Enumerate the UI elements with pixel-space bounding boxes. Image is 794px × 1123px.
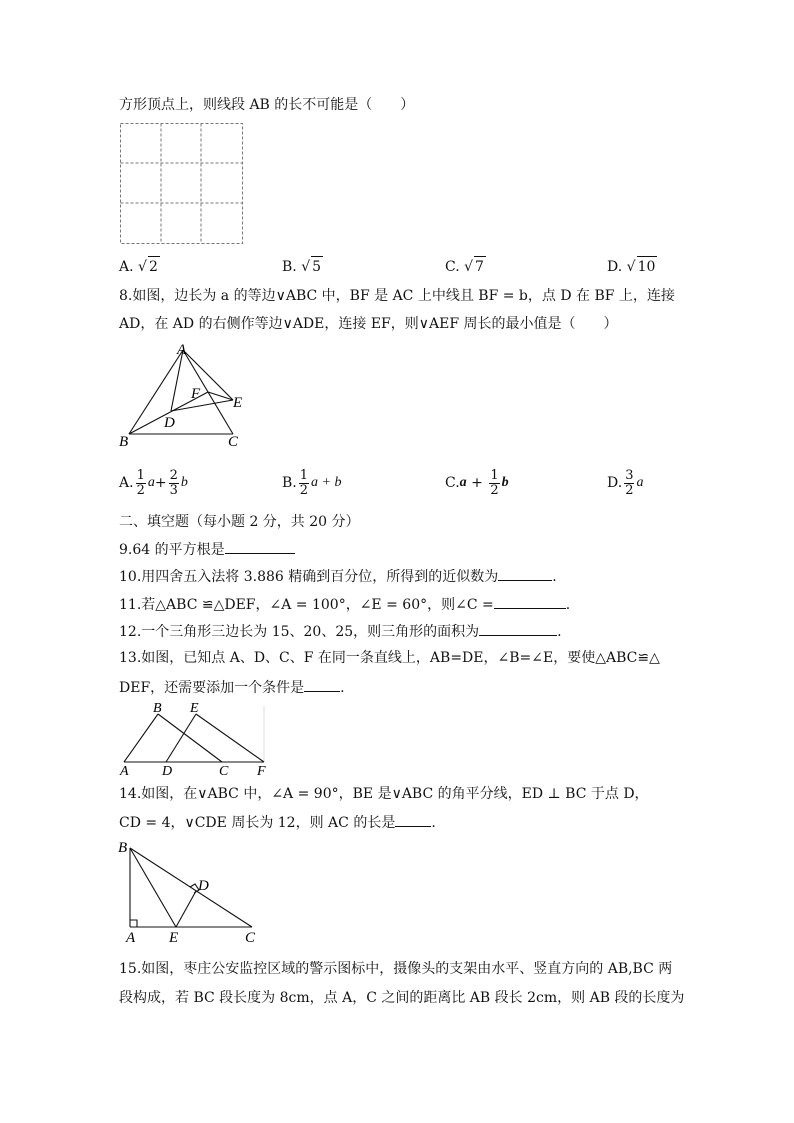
q13-answer-blank	[304, 677, 340, 692]
q8-option-c: C. a + $\frac{1}{2}$ b	[445, 467, 509, 498]
q14-stem-line2: CD = 4，∨CDE 周长为 12，则 AC 的长是 .	[119, 812, 436, 833]
q13-label-e: E	[190, 701, 199, 716]
q11: 11.若△ABC ≌△DEF，∠A = 100°，∠E = 60°，则∠C = .	[119, 594, 570, 615]
q8-label-f: F	[191, 386, 201, 402]
q8-stem-line2: AD，在 AD 的右侧作等边∨ADE，连接 EF，则∨AEF 周长的最小值是（ ）	[119, 316, 618, 332]
section2-title: 二、填空题（每小题 2 分，共 20 分）	[119, 514, 360, 530]
q10-answer-blank	[498, 566, 552, 581]
q14-segment-bc	[130, 848, 252, 927]
q13-segment-ef	[196, 714, 264, 762]
q9-answer-blank	[225, 539, 295, 554]
q13-segment-bc	[158, 714, 222, 762]
q13-label-d: D	[162, 764, 173, 778]
q14-label-e: E	[169, 930, 179, 946]
q14-label-a: A	[126, 930, 136, 946]
q8-figure	[115, 338, 255, 450]
q14-label-c: C	[245, 930, 256, 946]
q7-stem-tail: 方形顶点上，则线段 AB 的长不可能是（ ）	[119, 97, 415, 113]
q13-segment-ab	[124, 714, 158, 762]
q14-label-d: D	[198, 878, 209, 894]
q14-segment-ed	[176, 891, 196, 927]
q13-stem-line1: 13.如图，已知点 A、D、C、F 在同一条直线上，AB=DE，∠B=∠E，要使△ABC≌△	[119, 650, 660, 666]
q8-option-a: A. $\frac{1}{2}$ a + $\frac{2}{3}$ b	[119, 467, 188, 498]
q7-grid-figure	[119, 122, 245, 246]
q9: 9.64 的平方根是	[119, 539, 295, 560]
q11-answer-blank	[494, 594, 566, 609]
q13-stem-line2: DEF，还需要添加一个条件是 .	[119, 677, 345, 698]
q13-label-b: B	[153, 701, 162, 716]
q14-right-angle-a	[130, 920, 137, 927]
q8-label-c: C	[228, 434, 239, 450]
q10: 10.用四舍五入法将 3.886 精确到百分位，所得到的近似数为 .	[119, 566, 557, 587]
q15-stem-line2: 段构成，若 BC 段长度为 8cm，点 A，C 之间的距离比 AB 段长 2cm，则 AB 段的长度为	[119, 990, 685, 1006]
q7-option-a: A. √ 2	[119, 256, 160, 277]
q8-label-e: E	[233, 395, 243, 411]
q7-option-b: B. √ 5	[282, 256, 323, 277]
q7-option-c: C. √ 7	[445, 256, 486, 277]
q14-label-b: B	[118, 840, 128, 856]
q13-segment-de	[166, 714, 196, 762]
q14-answer-blank	[395, 812, 431, 827]
q7-option-d: D. √ 10	[607, 256, 657, 277]
q8-label-a: A	[177, 342, 187, 358]
q13-figure	[116, 700, 271, 778]
q8-stem-line1: 8.如图，边长为 a 的等边∨ABC 中，BF 是 AC 上中线且 BF = b，点 D 在 BF 上，连接	[119, 288, 675, 304]
q14-figure	[116, 838, 266, 948]
q8-option-d: D. $\frac{3}{2}$ a	[607, 467, 644, 498]
q13-label-a: A	[120, 764, 129, 778]
q14-stem-line1: 14.如图，在∨ABC 中，∠A = 90°，BE 是∨ABC 的角平分线，ED ⊥ BC 于点 D，	[119, 786, 649, 802]
q13-label-f: F	[257, 764, 266, 778]
q13-label-c: C	[219, 764, 229, 778]
q8-option-b: B. $\frac{1}{2}$ a + b	[282, 467, 342, 498]
q15-stem-line1: 15.如图，枣庄公安监控区域的警示图标中，摄像头的支架由水平、竖直方向的 AB,BC 两	[119, 961, 673, 977]
q12: 12.一个三角形三边长为 15、20、25，则三角形的面积为 .	[119, 621, 562, 642]
q8-segment-de	[171, 400, 233, 411]
q12-answer-blank	[479, 621, 557, 636]
q14-segment-be	[130, 848, 176, 927]
q8-label-b: B	[119, 434, 129, 450]
q8-label-d: D	[164, 415, 175, 431]
